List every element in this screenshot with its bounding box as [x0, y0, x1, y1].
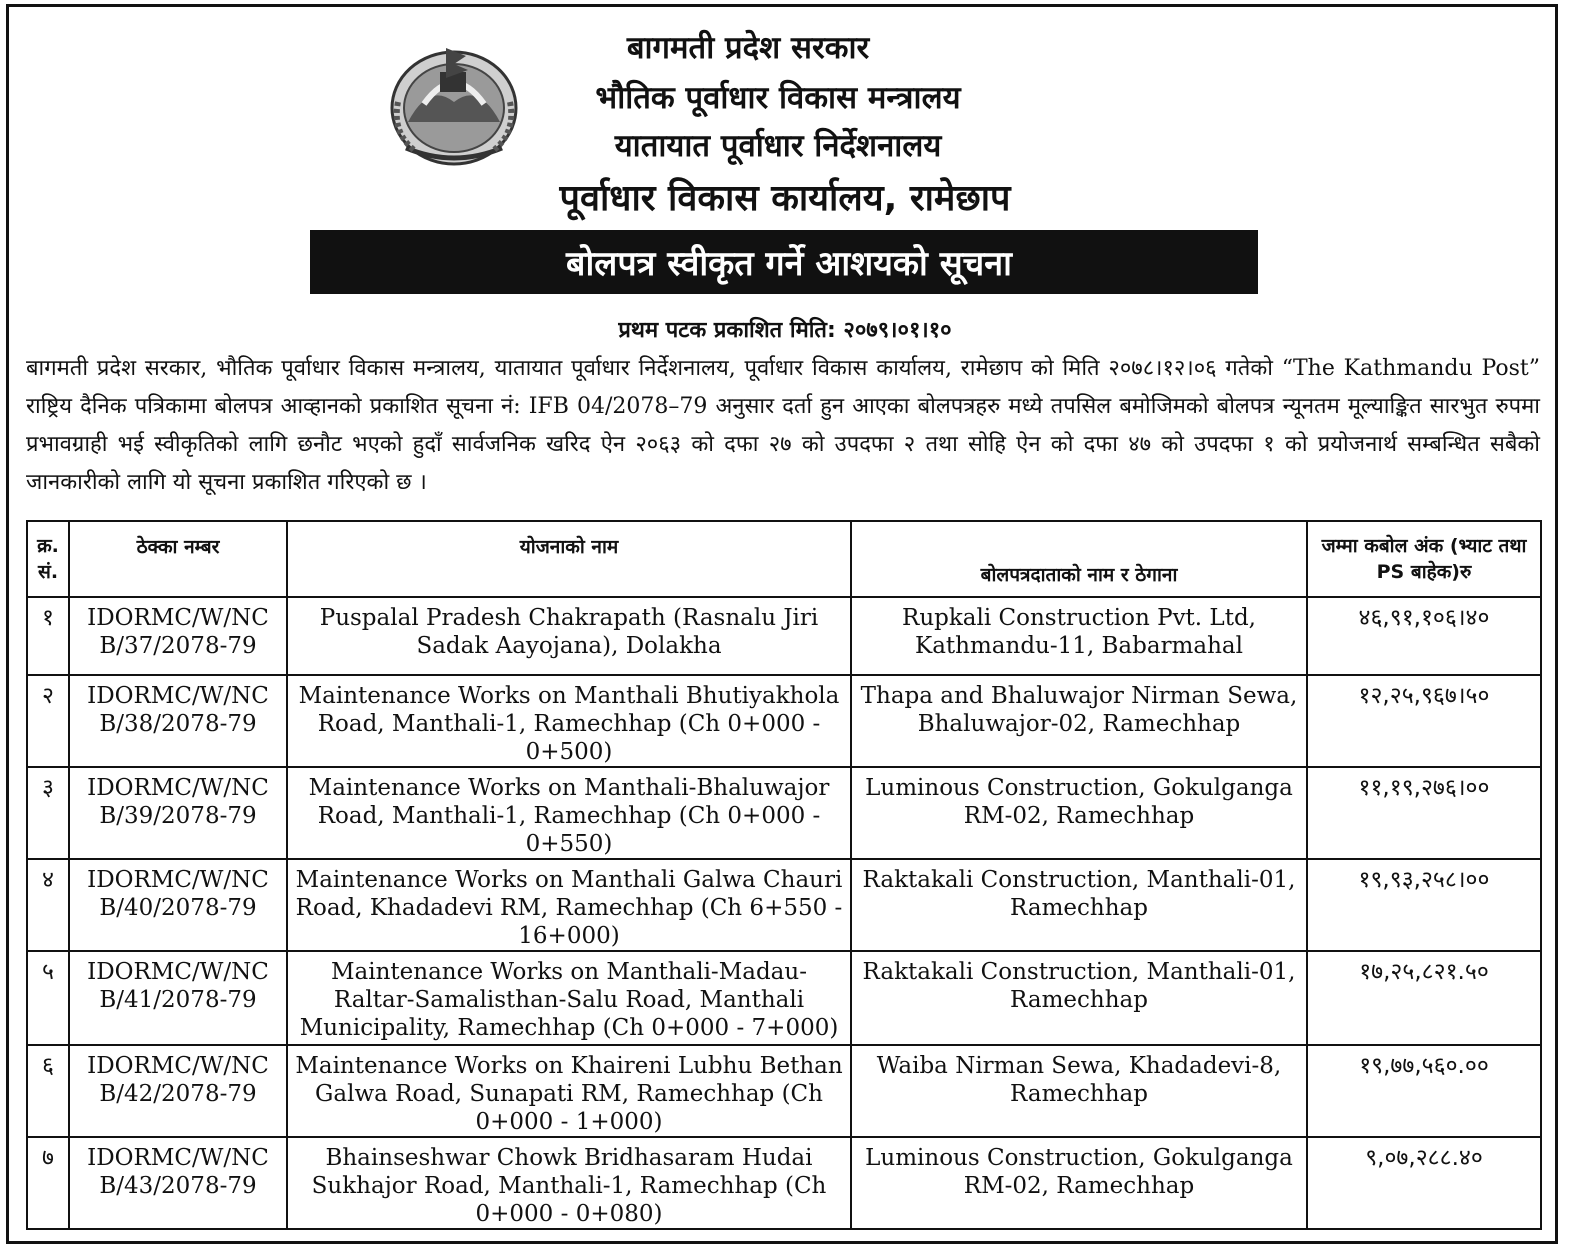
row-project: Bhainseshwar Chowk Bridhasaram Hudai Sukhajor Road, Manthali-1, Ramechhap (Ch 0+000 - 0+080)	[287, 1137, 851, 1229]
header-ministry: भौतिक पूर्वाधार विकास मन्त्रालय	[595, 80, 961, 116]
row-contract: IDORMC/W/NC B/37/2078-79	[69, 597, 287, 675]
row-amount: ११,१९,२७६।००	[1307, 767, 1541, 859]
header-bidder: बोलपत्रदाताको नाम र ठेगाना	[851, 521, 1307, 597]
row-amount: १७,२५,८२१.५०	[1307, 951, 1541, 1045]
row-bidder: Raktakali Construction, Manthali-01, Ramechhap	[851, 859, 1307, 951]
row-bidder: Waiba Nirman Sewa, Khadadevi-8, Ramechhap	[851, 1045, 1307, 1137]
notice-title: बोलपत्र स्वीकृत गर्ने आशयको सूचना	[566, 244, 1012, 284]
row-bidder: Rupkali Construction Pvt. Ltd, Kathmandu-11, Babarmahal	[851, 597, 1307, 675]
row-amount: ४६,९१,१०६।४०	[1307, 597, 1541, 675]
row-contract: IDORMC/W/NC B/38/2078-79	[69, 675, 287, 767]
row-contract: IDORMC/W/NC B/43/2078-79	[69, 1137, 287, 1229]
row-contract: IDORMC/W/NC B/41/2078-79	[69, 951, 287, 1045]
row-contract: IDORMC/W/NC B/40/2078-79	[69, 859, 287, 951]
row-sn: ६	[27, 1045, 69, 1137]
row-contract: IDORMC/W/NC B/42/2078-79	[69, 1045, 287, 1137]
table-row	[27, 597, 1541, 675]
row-contract: IDORMC/W/NC B/39/2078-79	[69, 767, 287, 859]
header-project: योजनाको नाम	[287, 521, 851, 597]
table-row	[27, 675, 1541, 767]
table-header-row	[27, 521, 1541, 597]
row-bidder: Luminous Construction, Gokulganga RM-02, Ramechhap	[851, 1137, 1307, 1229]
header-amount: जम्मा कबोल अंक (भ्याट तथा PS बाहेक)रु	[1307, 521, 1541, 597]
row-sn: ३	[27, 767, 69, 859]
row-project: Maintenance Works on Khaireni Lubhu Bethan Galwa Road, Sunapati RM, Ramechhap (Ch 0+000 - 1+000)	[287, 1045, 851, 1137]
row-sn: ५	[27, 951, 69, 1045]
row-bidder: Raktakali Construction, Manthali-01, Ramechhap	[851, 951, 1307, 1045]
header-government: बागमती प्रदेश सरकार	[626, 30, 870, 66]
nepal-emblem-icon	[384, 42, 524, 168]
row-project: Maintenance Works on Manthali-Bhaluwajor Road, Manthali-1, Ramechhap (Ch 0+000 - 0+550)	[287, 767, 851, 859]
table-row	[27, 1045, 1541, 1137]
row-project: Maintenance Works on Manthali Galwa Chauri Road, Khadadevi RM, Ramechhap (Ch 6+550 - 16+000)	[287, 859, 851, 951]
row-sn: ४	[27, 859, 69, 951]
header-office: पूर्वाधार विकास कार्यालय, रामेछाप	[559, 178, 1011, 219]
row-project: Maintenance Works on Manthali Bhutiyakhola Road, Manthali-1, Ramechhap (Ch 0+000 - 0+500)	[287, 675, 851, 767]
row-project: Maintenance Works on Manthali-Madau-Raltar-Samalisthan-Salu Road, Manthali Municipality, Ramechhap (Ch 0+000 - 7+000)	[287, 951, 851, 1045]
header-contract: ठेक्का नम्बर	[69, 521, 287, 597]
notice-title-bar	[310, 230, 1258, 294]
row-amount: ९,०७,२८८.४०	[1307, 1137, 1541, 1229]
row-bidder: Luminous Construction, Gokulganga RM-02, Ramechhap	[851, 767, 1307, 859]
table-row	[27, 859, 1541, 951]
header-directorate: यातायात पूर्वाधार निर्देशनालय	[614, 128, 942, 164]
row-amount: १२,२५,९६७।५०	[1307, 675, 1541, 767]
row-sn: २	[27, 675, 69, 767]
table-row	[27, 767, 1541, 859]
table-row	[27, 1137, 1541, 1229]
table-row	[27, 951, 1541, 1045]
row-amount: १९,७७,५६०.००	[1307, 1045, 1541, 1137]
row-sn: ७	[27, 1137, 69, 1229]
row-sn: १	[27, 597, 69, 675]
row-project: Puspalal Pradesh Chakrapath (Rasnalu Jiri Sadak Aayojana), Dolakha	[287, 597, 851, 675]
row-bidder: Thapa and Bhaluwajor Nirman Sewa, Bhaluwajor-02, Ramechhap	[851, 675, 1307, 767]
published-date: प्रथम पटक प्रकाशित मिति: २०७९।०१।१०	[618, 318, 952, 343]
row-amount: १९,९३,२५८।००	[1307, 859, 1541, 951]
notice-body: बागमती प्रदेश सरकार, भौतिक पूर्वाधार विकास मन्त्रालय, यातायात पूर्वाधार निर्देशनालय, पूर्वाधार विकास कार्यालय, रामेछाप को मिति २०७८।१२।०६ गतेको “The Kathmandu Post” राष्ट्रिय दैनिक पत्रिकामा बोलपत्र आव्हानको प्रकाशित सूचना नं: IFB 04/2078–79 अनुसार दर्ता हुन आएका बोलपत्रहरु मध्ये तपसिल बमोजिमको बोलपत्र न्यूनतम मूल्याङ्कित सारभुत रुपमा प्रभावग्राही भई स्वीकृतिको लागि छनौट भएको हुदाँ सार्वजनिक खरिद ऐन २०६३ को दफा २७ को उपदफा २ तथा सोहि ऐन को दफा ४७ को उपदफा १ को प्रयोजनार्थ सम्बन्धित सबैको जानकारीको लागि यो सूचना प्रकाशित गरिएको छ ।	[26, 356, 1540, 495]
bid-table	[26, 520, 1542, 1230]
header-sn: क्र. सं.	[27, 521, 69, 597]
